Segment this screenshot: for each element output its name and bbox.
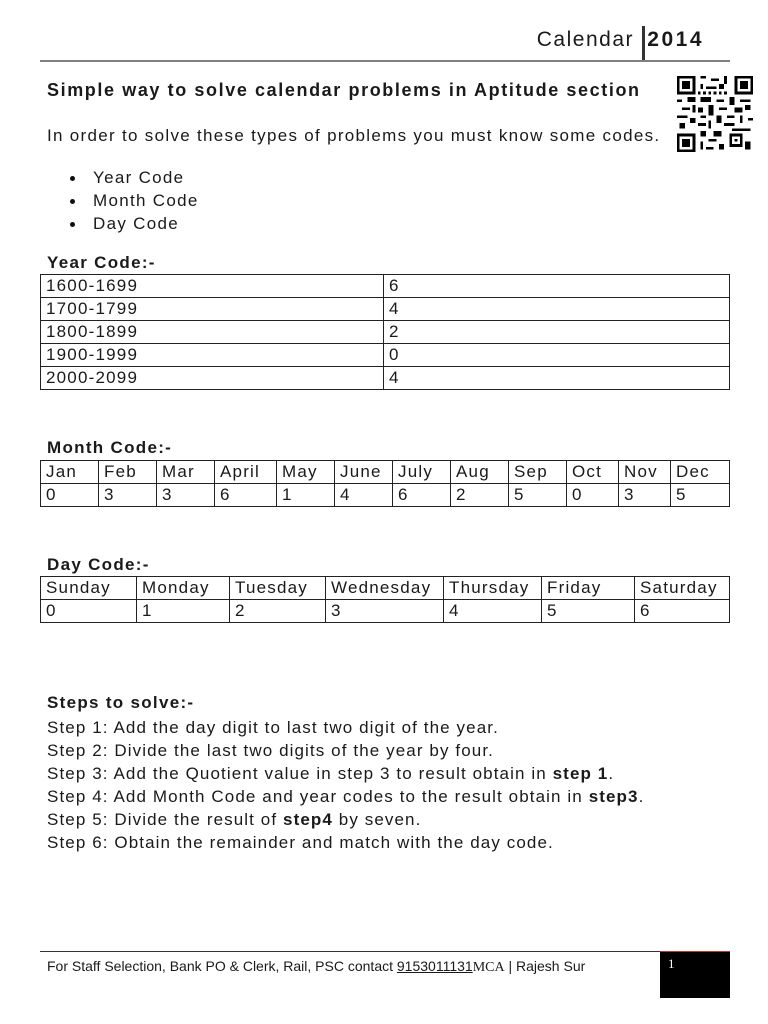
step-item	[47, 785, 644, 808]
day-code-cell: 3	[326, 600, 444, 623]
header-year: 2014	[647, 28, 704, 51]
month-cell: July	[393, 461, 451, 484]
day-cell: Tuesday	[230, 577, 326, 600]
table-row	[41, 275, 730, 298]
month-code-cell: 0	[567, 484, 619, 507]
day-cell: Sunday	[41, 577, 137, 600]
page-number: 1	[668, 956, 675, 971]
step-text: Step 2: Divide the last two digits of the year by four.	[47, 741, 494, 760]
day-cell: Thursday	[444, 577, 542, 600]
month-cell: Oct	[567, 461, 619, 484]
month-code-cell: 3	[157, 484, 215, 507]
step-text: Step 1: Add the day digit to last two digit of the year.	[47, 718, 499, 737]
year-range-cell: 1800-1899	[41, 321, 384, 344]
month-cell: June	[335, 461, 393, 484]
page-heading: Simple way to solve calendar problems in Aptitude section	[47, 80, 641, 100]
footer-text	[47, 957, 647, 977]
day-cell: Friday	[542, 577, 635, 600]
year-code-cell: 4	[384, 298, 730, 321]
month-cell: Dec	[671, 461, 730, 484]
step-bold-text: step4	[283, 810, 333, 829]
year-code-table	[40, 274, 730, 390]
month-cell: April	[215, 461, 277, 484]
day-cell: Monday	[137, 577, 230, 600]
qr-code-icon	[676, 76, 754, 152]
step-bold-text: step3	[588, 787, 639, 806]
month-cell: May	[277, 461, 335, 484]
step-item	[47, 808, 644, 831]
month-cell: Sep	[509, 461, 567, 484]
header-divider	[642, 26, 645, 60]
footer-author: | Rajesh Sur	[504, 958, 586, 974]
month-code-cell: 6	[393, 484, 451, 507]
footer-divider	[40, 951, 660, 952]
table-row	[41, 298, 730, 321]
month-code-table	[40, 460, 730, 507]
month-cell: Nov	[619, 461, 671, 484]
step-suffix: .	[608, 764, 615, 783]
day-code-cell: 1	[137, 600, 230, 623]
day-code-cell: 6	[635, 600, 730, 623]
step-text: Step 4: Add Month Code and year codes to the result obtain in	[47, 787, 589, 806]
month-code-cell: 6	[215, 484, 277, 507]
code-list	[68, 166, 199, 235]
year-code-cell: 2	[384, 321, 730, 344]
step-suffix: by seven.	[332, 810, 422, 829]
step-text: Step 3: Add the Quotient value in step 3 to result obtain in	[47, 764, 553, 783]
footer-phone: 9153011131	[396, 958, 473, 974]
table-row	[41, 461, 730, 484]
table-row	[41, 600, 730, 623]
list-item: Year Code	[68, 166, 199, 189]
month-cell: Mar	[157, 461, 215, 484]
step-item	[47, 762, 644, 785]
month-code-cell: 5	[509, 484, 567, 507]
year-code-cell: 0	[384, 344, 730, 367]
footer-degree: MCA	[472, 960, 505, 975]
month-cell: Feb	[99, 461, 157, 484]
intro-text: In order to solve these types of problems you must know some codes.	[47, 126, 661, 145]
year-range-cell: 1600-1699	[41, 275, 384, 298]
month-code-cell: 3	[99, 484, 157, 507]
steps-list	[47, 716, 644, 854]
month-cell: Aug	[451, 461, 509, 484]
year-code-cell: 6	[384, 275, 730, 298]
month-code-cell: 1	[277, 484, 335, 507]
step-text: Step 6: Obtain the remainder and match with the day code.	[47, 833, 554, 852]
footer-contact-text: For Staff Selection, Bank PO & Clerk, Rail, PSC contact	[47, 958, 393, 974]
table-row	[41, 484, 730, 507]
month-code-cell: 4	[335, 484, 393, 507]
list-item: Day Code	[68, 212, 199, 235]
steps-title: Steps to solve:-	[47, 693, 195, 712]
list-item: Month Code	[68, 189, 199, 212]
day-code-table	[40, 576, 730, 623]
day-cell: Wednesday	[326, 577, 444, 600]
day-code-cell: 4	[444, 600, 542, 623]
step-item	[47, 716, 644, 739]
month-cell: Jan	[41, 461, 99, 484]
month-code-cell: 2	[451, 484, 509, 507]
table-row	[41, 367, 730, 390]
year-code-cell: 4	[384, 367, 730, 390]
day-cell: Saturday	[635, 577, 730, 600]
table-row	[41, 344, 730, 367]
day-code-cell: 2	[230, 600, 326, 623]
day-code-cell: 0	[41, 600, 137, 623]
month-code-title: Month Code:-	[47, 438, 173, 457]
table-row	[41, 577, 730, 600]
month-code-cell: 0	[41, 484, 99, 507]
year-range-cell: 2000-2099	[41, 367, 384, 390]
year-range-cell: 1900-1999	[41, 344, 384, 367]
header-title: Calendar	[536, 28, 634, 51]
day-code-title: Day Code:-	[47, 555, 150, 574]
month-code-cell: 5	[671, 484, 730, 507]
page-header	[40, 28, 730, 62]
step-text: Step 5: Divide the result of	[47, 810, 284, 829]
step-bold-text: step 1	[552, 764, 609, 783]
day-code-cell: 5	[542, 600, 635, 623]
year-code-title: Year Code:-	[47, 253, 156, 272]
step-item	[47, 739, 644, 762]
step-suffix: .	[638, 787, 645, 806]
table-row	[41, 321, 730, 344]
month-code-cell: 3	[619, 484, 671, 507]
step-item	[47, 831, 644, 854]
year-range-cell: 1700-1799	[41, 298, 384, 321]
